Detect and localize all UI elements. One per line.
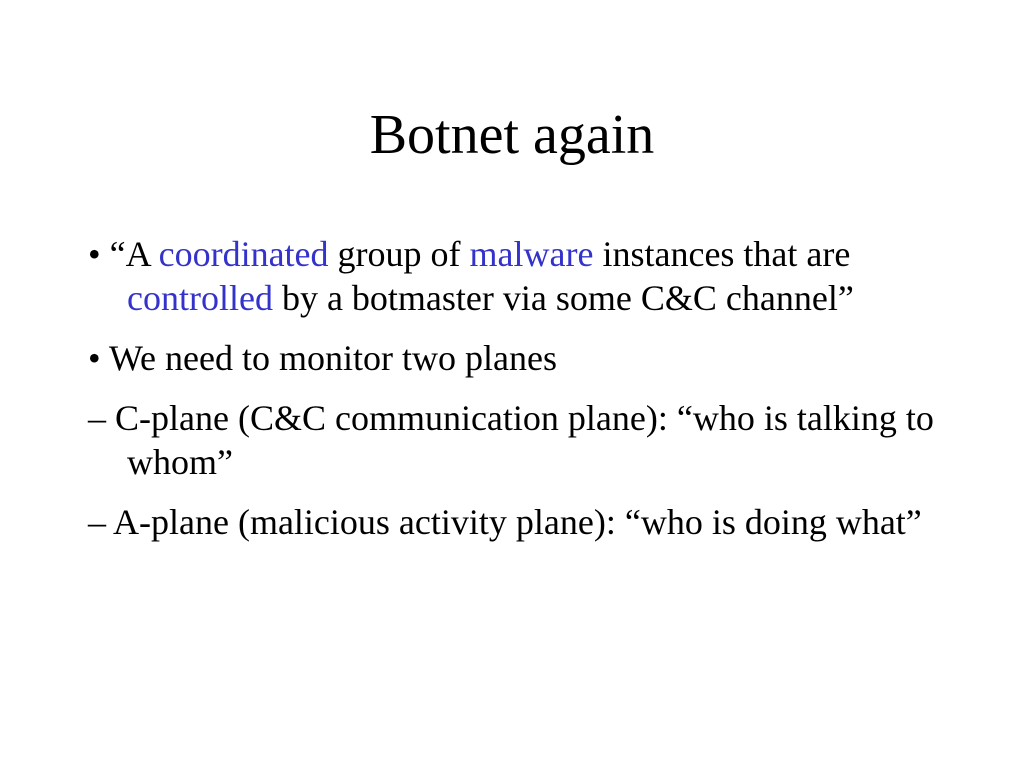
dash-marker: – <box>88 502 106 542</box>
bullet-marker: • <box>88 234 101 274</box>
sub-item-c-plane <box>88 396 948 484</box>
bullet-item-monitor <box>88 336 948 380</box>
highlight-malware: malware <box>469 234 594 274</box>
dash-marker: – <box>88 398 106 438</box>
bullet-marker: • <box>88 338 101 378</box>
text-run: group of <box>328 234 470 274</box>
text-run: by a botmaster via some C&C channel” <box>272 278 854 318</box>
text-run: instances that are <box>593 234 851 274</box>
slide-title: Botnet again <box>369 104 655 166</box>
text-run: C-plane (C&C communication plane): “who is talking to whom” <box>106 398 934 482</box>
highlight-controlled: controlled <box>127 278 273 318</box>
bullet-item-definition <box>88 232 948 320</box>
sub-item-a-plane <box>88 500 948 544</box>
highlight-coordinated: coordinated <box>158 234 329 274</box>
text-run: “A <box>100 234 159 274</box>
text-run: We need to monitor two planes <box>100 338 557 378</box>
text-run: A-plane (malicious activity plane): “who is doing what” <box>106 502 922 542</box>
slide-body <box>88 232 948 560</box>
